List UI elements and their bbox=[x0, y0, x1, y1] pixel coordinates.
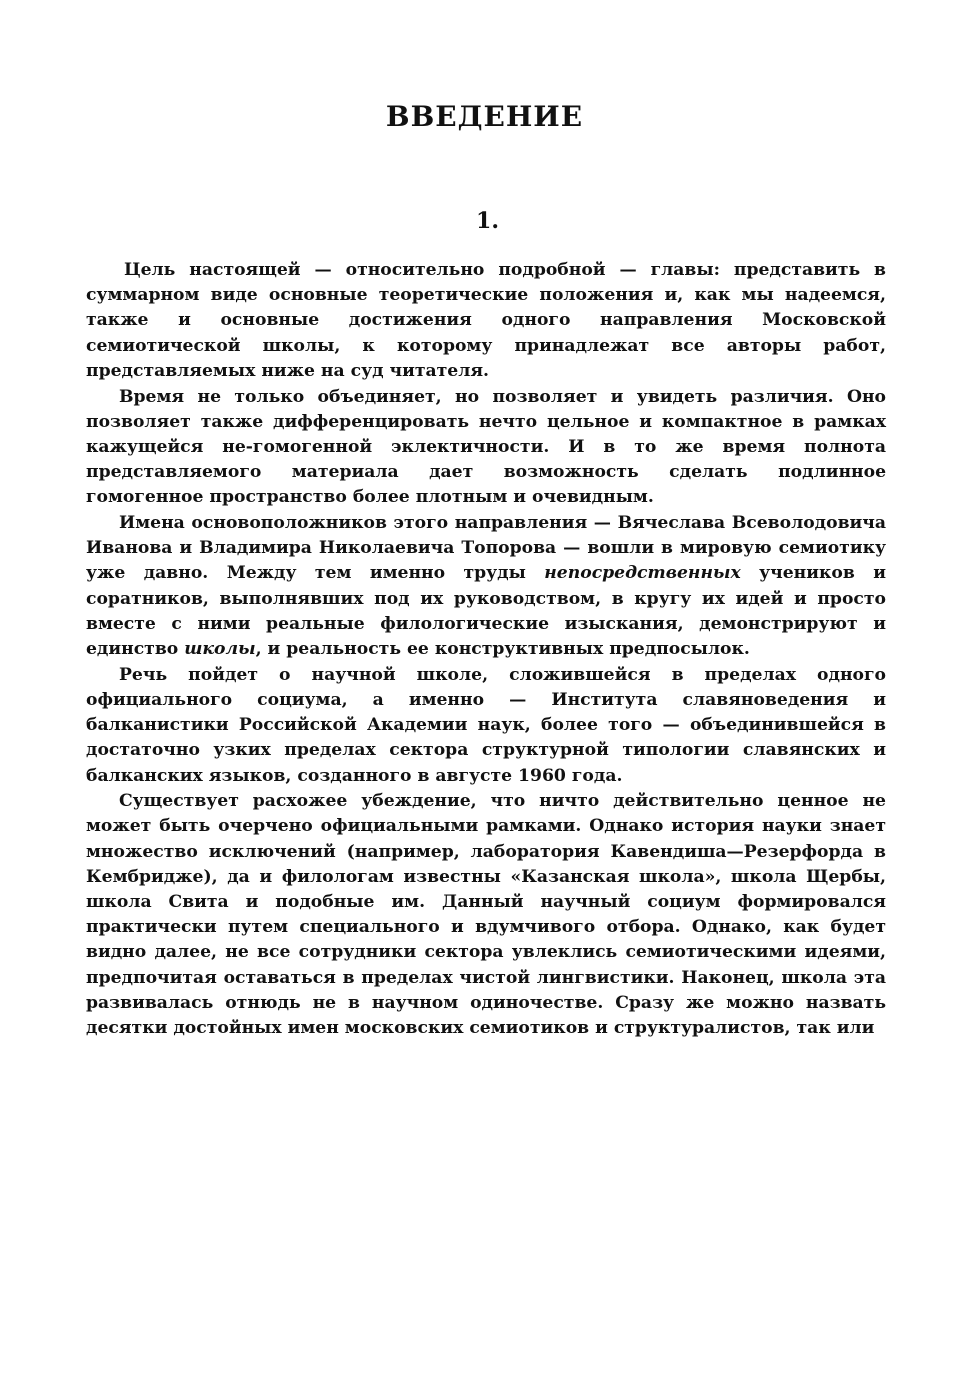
chapter-title: ВВЕДЕНИЕ bbox=[385, 100, 584, 133]
paragraph bbox=[86, 385, 886, 511]
text-run: Речь пойдет о научной школе, сложившейся в пределах одного официального социума, а именно — Института славяноведения и балканистики Российской Академии наук, более того — объединившейся в достаточно узких пределах сектора структурной типологии славянских и балканских языков, созданного в августе 1960 года. bbox=[86, 664, 886, 786]
text-run: Цель настоящей — относительно подробной — главы: представить в суммарном виде основные теоретические положения и, как мы надеемся, также и основные достижения одного направления Московской семиотической школы, к которому принадлежат все авторы работ, представляемых ниже на суд читателя. bbox=[86, 260, 886, 381]
text-run: Время не только объединяет, но позволяет и увидеть различия. Оно позволяет также дифференцировать нечто цельное и компактное в рамках кажущейся не-гомогенной эклектичности. И в то же время полнота представляемого материала дает возможность сделать подлинное гомогенное пространство более плотным и очевидным. bbox=[86, 386, 886, 508]
text-run: Существует расхожее убеждение, что ничто действительно ценное не может быть очерчено официальными рамками. Однако история науки знает множество исключений (например, лаборатория Кавендиша—Резерфорда в Кембридже), да и филологам известны «Казанская школа», школа Щербы, школа Свита и подобные им. Данный научный социум формировался практически путем специального и вдумчивого отбора. Однако, как будет видно далее, не все сотрудники сектора увлеклись семиотическими идеями, предпочитая оставаться в пределах чистой лингвистики. Наконец, школа эта развивалась отнюдь не в научном одиночестве. Сразу же можно назвать десятки достойных имен московских семиотиков и структуралистов, так или bbox=[86, 791, 886, 1039]
body-text bbox=[86, 258, 886, 1042]
text-run: учеников и соратников, выполнявших под их руководством, в кругу их идей и просто вместе с ними реальные филологические изыскания, демонстрируют и единство bbox=[86, 563, 886, 660]
text-run: Имена основоположников этого направления — Вячеслава Всеволодовича Иванова и Владимира Николаевича Топорова — вошли в мировую семиотику уже давно. Между тем именно труды bbox=[86, 513, 886, 584]
paragraph bbox=[86, 789, 886, 1041]
paragraph bbox=[86, 511, 886, 662]
paragraph bbox=[86, 258, 886, 384]
italic-text-run: школы bbox=[184, 639, 256, 660]
paragraph bbox=[86, 663, 886, 789]
text-run: , и реальность ее конструктивных предпосылок. bbox=[255, 639, 750, 660]
italic-text-run: непосредственных bbox=[544, 563, 741, 584]
section-number: 1. bbox=[476, 208, 499, 234]
